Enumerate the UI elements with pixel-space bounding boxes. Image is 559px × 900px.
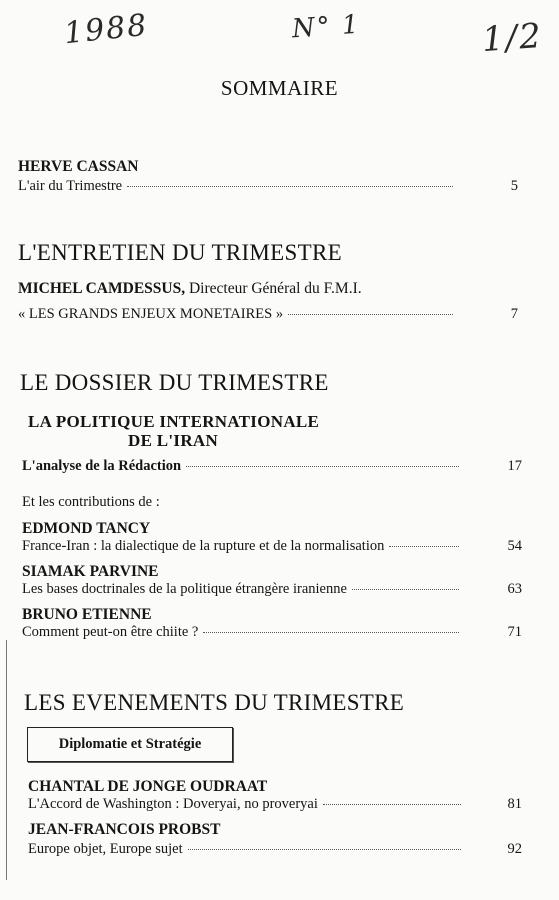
- toc-entry-france-iran[interactable]: [22, 538, 464, 555]
- toc-entry-grands-enjeux[interactable]: [18, 306, 458, 323]
- toc-entry-air-du-trimestre[interactable]: [18, 178, 458, 195]
- toc-entry-bases-doctrinales[interactable]: [22, 581, 464, 598]
- leader-dots: [352, 589, 459, 590]
- author-edmond-tancy: EDMOND TANCY: [22, 520, 151, 537]
- entry-label: Comment peut-on être chiite ?: [22, 624, 199, 640]
- dossier-theme-line1: LA POLITIQUE INTERNATIONALE: [28, 412, 320, 431]
- section-heading-evenements: LES EVENEMENTS DU TRIMESTRE: [24, 690, 405, 715]
- author-siamak-parvine: SIAMAK PARVINE: [22, 563, 159, 580]
- author-bruno-etienne: BRUNO ETIENNE: [22, 606, 152, 623]
- section-heading-entretien: L'ENTRETIEN DU TRIMESTRE: [18, 240, 342, 265]
- leader-dots: [188, 849, 461, 850]
- handwritten-year: 1988: [62, 7, 150, 52]
- entry-label: L'air du Trimestre: [18, 178, 123, 194]
- section-heading-dossier: LE DOSSIER DU TRIMESTRE: [20, 370, 329, 395]
- entry-label: « LES GRANDS ENJEUX MONETAIRES »: [18, 306, 284, 322]
- author-michel-camdessus: MICHEL CAMDESSUS, Directeur Général du F.M.I.: [18, 280, 362, 297]
- leader-dots: [127, 186, 453, 187]
- margin-line: [6, 640, 7, 880]
- dossier-theme-line2: DE L'IRAN: [128, 431, 219, 450]
- toc-entry-europe-objet[interactable]: [28, 841, 466, 858]
- leader-dots: [186, 466, 459, 467]
- toc-entry-accord-washington[interactable]: [28, 796, 466, 813]
- author-herve-cassan: HERVE CASSAN: [18, 158, 139, 175]
- handwritten-issue-number: N° 1: [291, 9, 362, 45]
- leader-dots: [288, 314, 453, 315]
- entry-label: L'analyse de la Rédaction: [22, 458, 182, 474]
- rubric-box-diplomatie: Diplomatie et Stratégie: [27, 727, 233, 762]
- author-jean-francois-probst: JEAN-FRANCOIS PROBST: [28, 821, 221, 838]
- page-title: SOMMAIRE: [220, 76, 339, 100]
- contributions-label: Et les contributions de :: [22, 494, 160, 510]
- leader-dots: [203, 632, 459, 633]
- entry-label: France-Iran : la dialectique de la rupture et de la normalisation: [22, 538, 385, 554]
- author-chantal-de-jonge-oudraat: CHANTAL DE JONGE OUDRAAT: [28, 778, 268, 795]
- handwritten-page-mark: 1/2: [480, 15, 545, 61]
- toc-entry-chiite[interactable]: [22, 624, 464, 641]
- toc-entry-analyse-redaction[interactable]: [22, 458, 464, 475]
- entry-label: Europe objet, Europe sujet: [28, 841, 183, 857]
- leader-dots: [323, 804, 461, 805]
- entry-label: L'Accord de Washington : Doveryai, no proveryai: [28, 796, 318, 812]
- entry-label: Les bases doctrinales de la politique étrangère iranienne: [22, 581, 347, 597]
- leader-dots: [389, 546, 459, 547]
